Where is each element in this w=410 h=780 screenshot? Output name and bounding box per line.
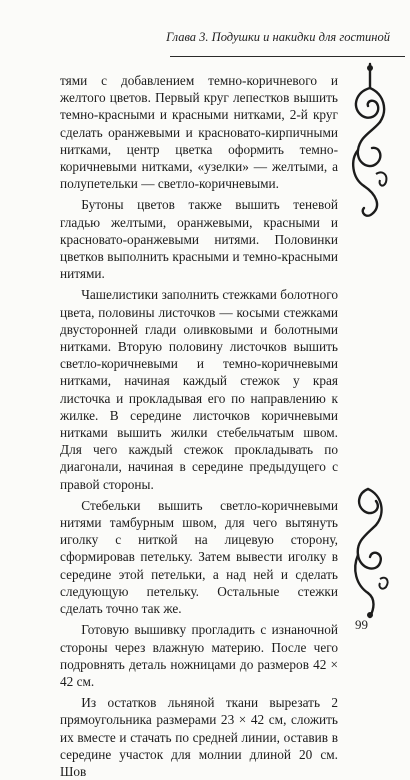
paragraph: Стебельки вышить светло-коричневыми нитями тамбурным швом, для чего вытянуть иголку с ниткой на лицевую сторону, сформировав петельку. Затем вывести иголку в середине этой петельки, а над ней и сделать следующую петельку. Остальные стежки сделать точно так же. — [60, 497, 338, 617]
paragraph: Из остатков льняной ткани вырезать 2 прямоугольника размерами 23 × 42 см, сложить их вместе и стачать по средней линии, оставив в середине участок для молнии длиной 20 см. Шов — [60, 695, 338, 779]
paragraph: Готовую вышивку прогладить с изнаночной стороны через влажную материю. После чего подровнять деталь ножницами до размеров 42 × 42 см. — [60, 622, 338, 689]
page-number: 99 — [355, 617, 368, 632]
header-rule — [170, 56, 405, 57]
scroll-ornament-icon — [346, 62, 394, 222]
paragraph: Чашелистики заполнить стежками болотного цвета, половины листочков — косыми стежками двусторонней глади оливковыми и болотными нитками. Вторую половину листочков вышить светло-коричневыми и темно-коричневыми нитками, начиная каждый стежок у края листочка и прокладывая его по направлению к жилке. В середине листочков коричневыми нитками вышить жилки стебельчатым швом. Для чего каждый стежок прокладывать по диагонали, начиная в середине предыдущего с правой стороны. — [60, 287, 338, 492]
scroll-ornament-icon — [346, 485, 394, 620]
paragraph: Бутоны цветов также вышить теневой гладью желтыми, оранжевыми, красными и красновато-оранжевыми нитями. Половинки цветков выполнить красными и темно-красными нитями. — [60, 197, 338, 282]
paragraph: тями с добавлением темно-коричневого и желтого цветов. Первый круг лепестков вышить темно-красными и красными нитками, 2-й круг сделать оранжевыми и красновато-кирпичными нитками, центр цветка оформить темно-коричневыми нитками, «узелки» — желтыми, а полупетельки — светло-коричневыми. — [60, 73, 338, 192]
body-text — [60, 72, 338, 780]
running-header: Глава 3. Подушки и накидки для гостиной — [166, 30, 390, 44]
